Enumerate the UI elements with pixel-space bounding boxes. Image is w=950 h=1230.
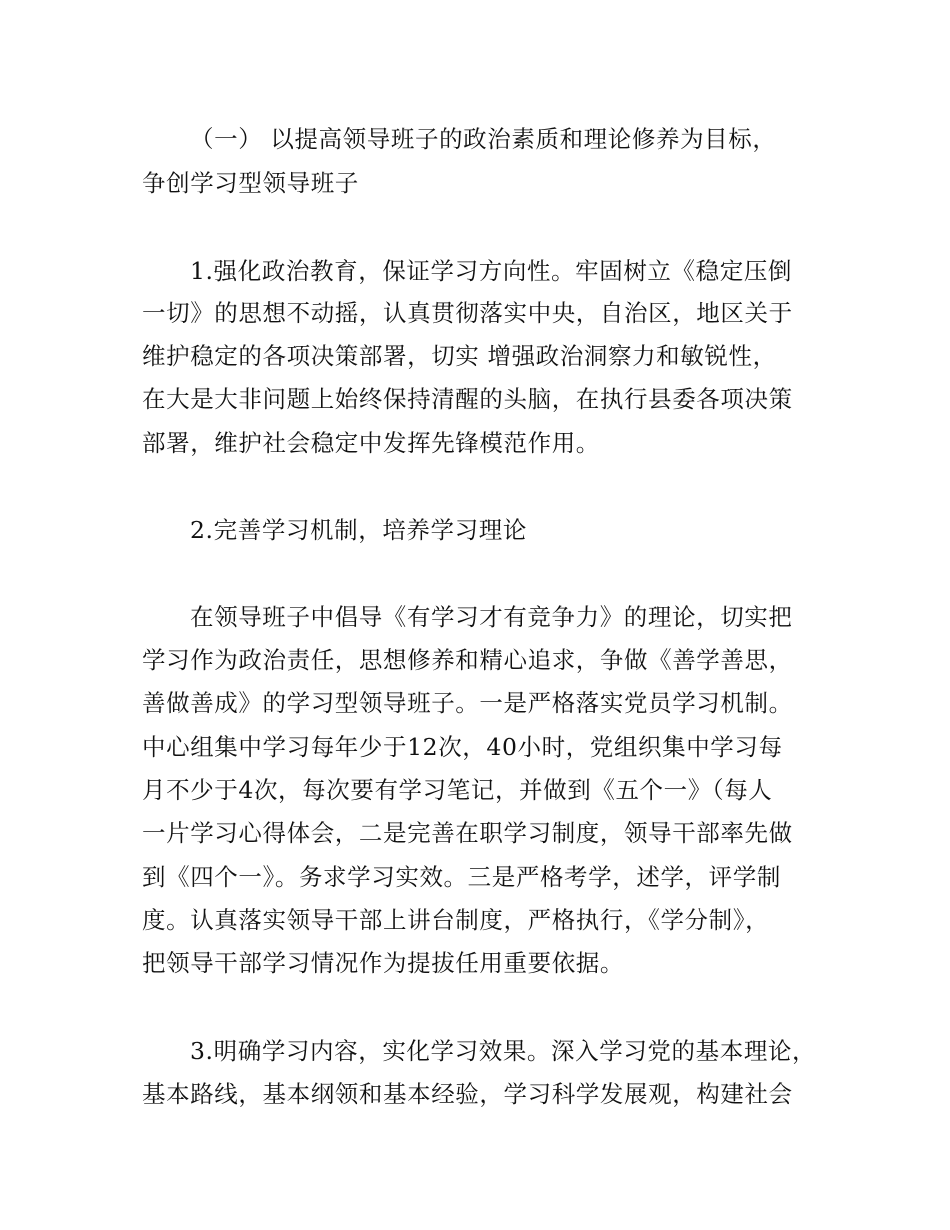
paragraph-2-line-1: 2.完善学习机制，培养学习理论 (190, 516, 527, 544)
paragraph-3-line-4: 中心组集中学习每年少于12次，40小时，党组织集中学习每 (142, 733, 783, 761)
section-heading-line-2: 争创学习型领导班子 (142, 169, 359, 197)
paragraph-1-line-2: 一切》的思想不动摇，认真贯彻落实中央，自治区，地区关于 (142, 299, 793, 327)
paragraph-4-line-2: 基本路线，基本纲领和基本经验，学习科学发展观，构建社会 (142, 1080, 793, 1108)
paragraph-3-line-7: 到《四个一》。务求学习实效。三是严格考学，述学，评学制 (142, 863, 781, 891)
paragraph-4-line-1: 3.明确学习内容，实化学习效果。深入学习党的基本理论， (190, 1037, 817, 1065)
paragraph-1-line-3: 维护稳定的各项决策部署，切实 增强政治洞察力和敏锐性， (142, 342, 777, 370)
paragraph-1-line-4: 在大是大非问题上始终保持清醒的头脑，在执行县委各项决策 (142, 385, 793, 413)
paragraph-1-line-1: 1.强化政治教育，保证学习方向性。牢固树立《稳定压倒 (190, 257, 793, 285)
paragraph-3-line-9: 把领导干部学习情况作为提拔任用重要依据。 (142, 949, 624, 977)
paragraph-3-line-6: 一片学习心得体会，二是完善在职学习制度，领导干部率先做 (142, 819, 793, 847)
paragraph-1-line-5: 部署，维护社会稳定中发挥先锋模范作用。 (142, 429, 600, 457)
paragraph-3-line-2: 学习作为政治责任，思想修养和精心追求，争做《善学善思， (142, 646, 793, 674)
paragraph-3-line-8: 度。认真落实领导干部上讲台制度，严格执行，《学分制》， (142, 906, 770, 934)
paragraph-3-line-3: 善做善成》的学习型领导班子。一是严格落实党员学习机制。 (142, 689, 793, 717)
paragraph-3-line-1: 在领导班子中倡导《有学习才有竞争力》的理论，切实把 (190, 603, 793, 631)
paragraph-3-line-5: 月不少于4次，每次要有学习笔记，并做到《五个一》（每人 (142, 776, 773, 804)
section-heading-line-1: （一） 以提高领导班子的政治素质和理论修养为目标， (190, 125, 777, 153)
